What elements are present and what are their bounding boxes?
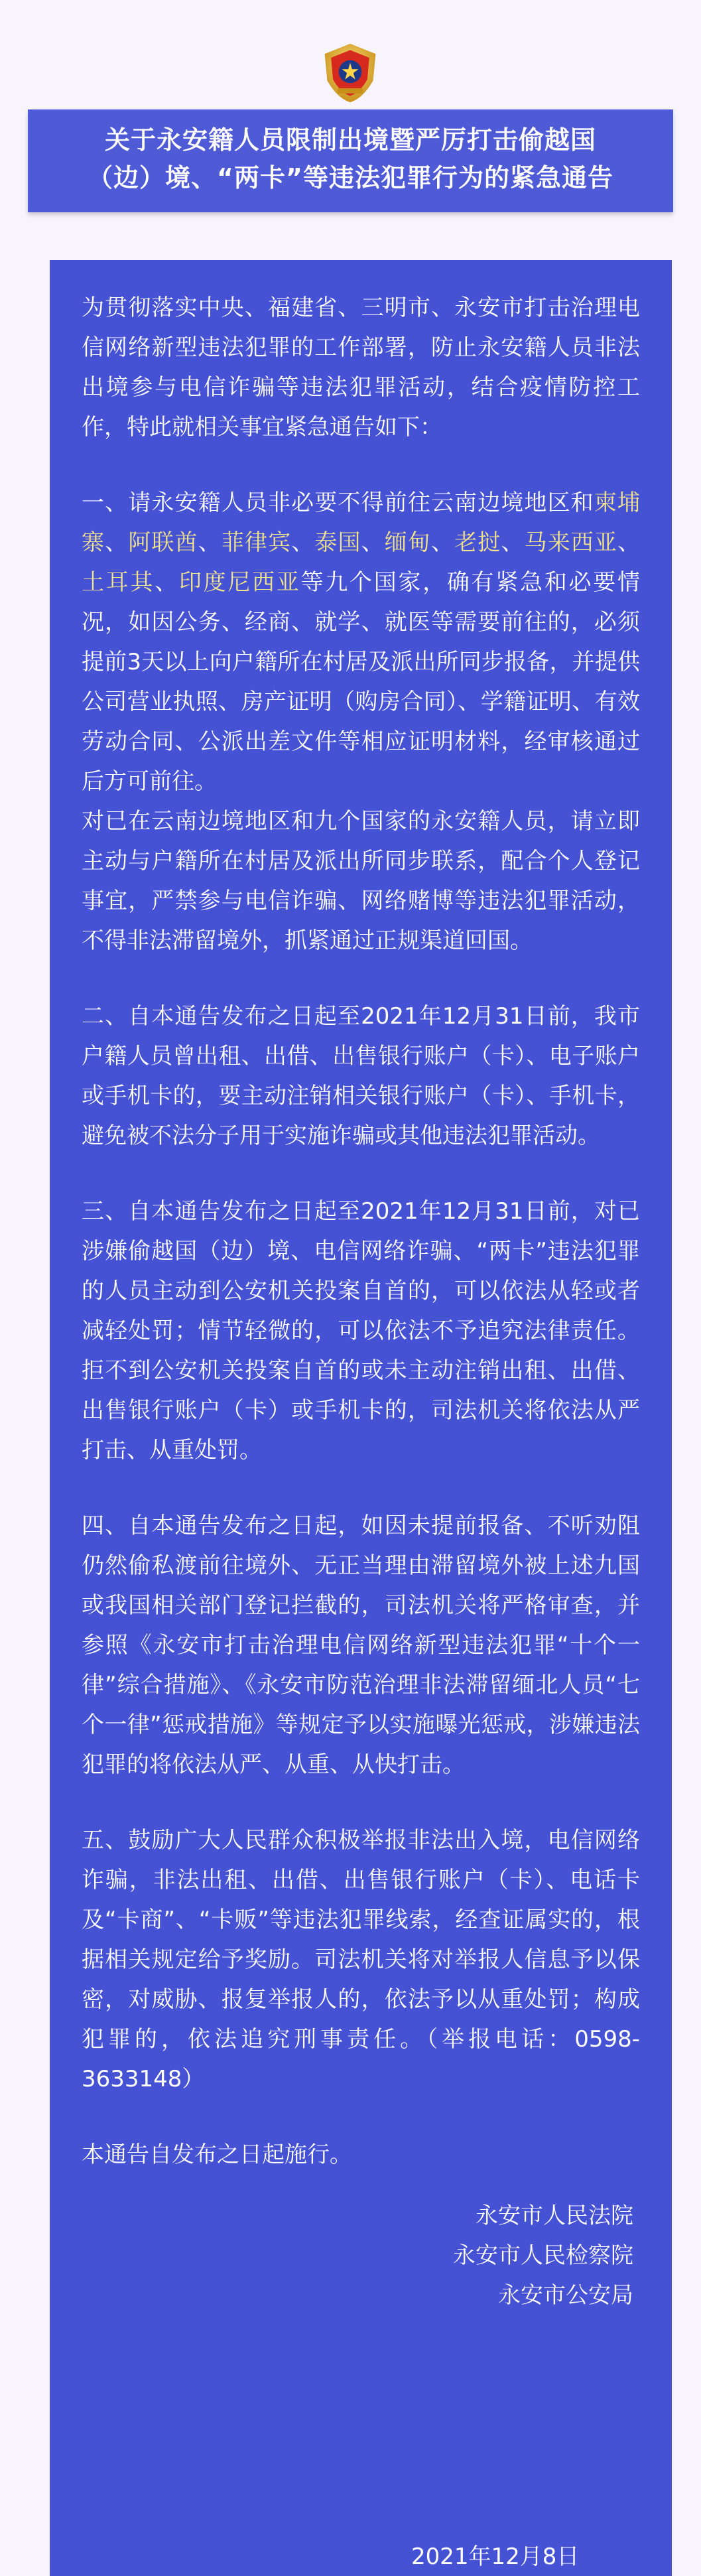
country-separator: 、 (431, 529, 455, 556)
signature-procuratorate: 永安市人民检察院 (453, 2242, 633, 2269)
police-emblem-icon (318, 41, 382, 105)
intro-paragraph: 为贯彻落实中央、福建省、三明市、永安市打击治理电信网络新型违法犯罪的工作部署，防止永安籍人员非法出境参与电信诈骗等违法犯罪活动，结合疫情防控工作，特此就相关事宜紧急通告如下： (82, 295, 640, 441)
country-name: 阿联酋 (128, 529, 198, 556)
section-2: 二、自本通告发布之日起至2021年12月31日前，我市户籍人员曾出租、出借、出售银行账户（卡）、电子账户或手机卡的，要主动注销相关银行账户（卡）、手机卡，避免被不法分子用于实施诈骗或其他违法犯罪活动。 (82, 1003, 640, 1149)
section-3: 三、自本通告发布之日起至2021年12月31日前，对已涉嫌偷越国（边）境、电信网络诈骗、“两卡”违法犯罪的人员主动到公安机关投案自首的，可以依法从轻或者减轻处罚；情节轻微的，可以依法不予追究法律责任。拒不到公安机关投案自首的或未主动注销出租、出借、出售银行账户（卡）或手机卡的，司法机关将依法从严打击、从重处罚。 (82, 1198, 640, 1463)
section-4: 四、自本通告发布之日起，如因未提前报备、不听劝阻仍然偷私渡前往境外、无正当理由滞留境外被上述九国或我国相关部门登记拦截的，司法机关将严格审查，并参照《永安市打击治理电信网络新型违法犯罪“十个一律”综合措施》、《永安市防范治理非法滞留缅北人员“七个一律”惩戒措施》等规定予以实施曝光惩戒，涉嫌违法犯罪的将依法从严、从重、从快打击。 (82, 1513, 640, 1778)
section-5: 五、鼓励广大人民群众积极举报非法出入境，电信网络诈骗，非法出租、出借、出售银行账户（卡）、电话卡及“卡商”、“卡贩”等违法犯罪线索，经查证属实的，根据相关规定给予奖励。司法机关将对举报人信息予以保密，对威胁、报复举报人的，依法予以从重处罚；构成犯罪的，依法追究刑事责任。（举报电话：0598-3633148） (82, 1827, 640, 2092)
notice-title-banner (28, 109, 673, 212)
section-1 (82, 483, 640, 961)
country-separator: 、 (198, 529, 222, 556)
title-line-2: （边）境、“两卡”等违法犯罪行为的紧急通告 (88, 163, 613, 192)
country-separator: 、 (155, 569, 179, 596)
country-name: 柬埔寨 (82, 490, 641, 556)
notice-date: 2021年12月8日 (411, 2543, 580, 2570)
section-1-after: 等九个国家，确有紧急和必要情况，如因公务、经商、就学、就医等需要前往的，必须提前3天以上向户籍所在村居及派出所同步报备，并提供公司营业执照、房产证明（购房合同）、学籍证明、有效劳动合同、公派出差文件等相应证明材料，经审核通过后方可前往。 (82, 569, 641, 795)
title-line-1: 关于永安籍人员限制出境暨严厉打击偷越国 (104, 125, 596, 155)
signatures (82, 2196, 640, 2315)
country-name: 老挝 (454, 529, 501, 556)
closing-statement: 本通告自发布之日起施行。 (82, 2141, 352, 2168)
country-name: 马来西亚 (524, 529, 618, 556)
country-separator: 、 (291, 529, 315, 556)
notice-body (50, 260, 672, 2576)
country-name: 印度尼西亚 (178, 569, 301, 596)
country-name: 缅甸 (384, 529, 432, 556)
country-separator: 、 (361, 529, 385, 556)
signature-police: 永安市公安局 (498, 2282, 633, 2309)
section-1-first (82, 483, 640, 801)
signature-court: 永安市人民法院 (476, 2203, 633, 2229)
country-separator: 、 (617, 529, 641, 556)
country-name: 土耳其 (82, 569, 155, 596)
country-name: 泰国 (314, 529, 361, 556)
country-separator: 、 (105, 529, 129, 556)
section-1-second: 对已在云南边境地区和九个国家的永安籍人员，请立即主动与户籍所在村居及派出所同步联系，配合个人登记事宜，严禁参与电信诈骗、网络赌博等违法犯罪活动，不得非法滞留境外，抓紧通过正规渠道回国。 (82, 808, 640, 954)
section-1-lead: 一、请永安籍人员非必要不得前往云南边境地区和 (82, 490, 594, 516)
country-name: 菲律宾 (221, 529, 292, 556)
country-separator: 、 (501, 529, 525, 556)
